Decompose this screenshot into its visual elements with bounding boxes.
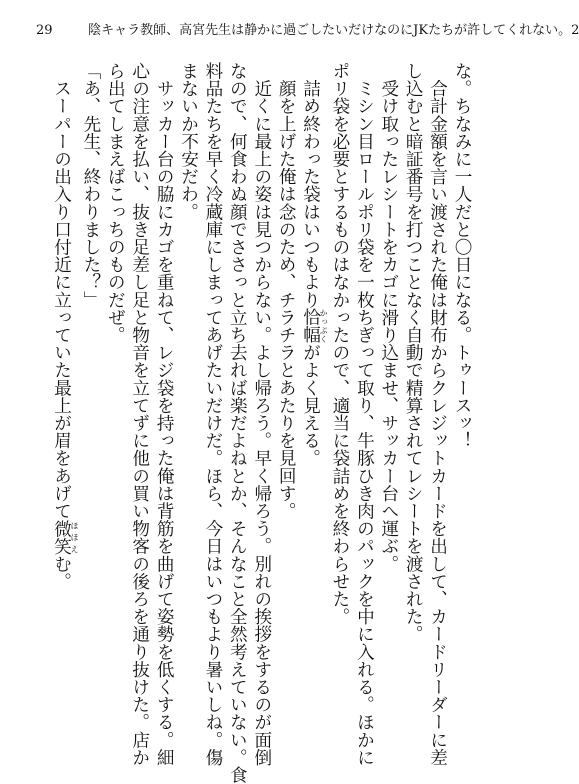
ruby-base: 恰幅 bbox=[300, 308, 321, 344]
ruby-base: 微笑 bbox=[51, 519, 72, 555]
text-line: 近くに最上の姿は見つからない。よし帰ろう。早く帰ろう。別れの挨拶をするのが面倒 bbox=[251, 62, 272, 766]
ruby-reading: ほほえ bbox=[70, 519, 79, 555]
ruby-word bbox=[51, 519, 79, 555]
text-line: 料品たちを早く冷蔵庫にしまってあげたいだけだ。ほら、今日はいつもより暑いしね。傷 bbox=[202, 62, 223, 766]
text-line-with-ruby bbox=[49, 62, 78, 662]
text-line: ミシン目ロールポリ袋を一枚ちぎって取り、牛豚ひき肉のパックを中に入れる。ほかに bbox=[354, 62, 375, 766]
text-line: し込むと暗証番号を打つことなく自動で精算されてレシートを渡された。 bbox=[403, 62, 424, 643]
page-number: 29 bbox=[36, 23, 53, 38]
text-line: ら出てしまえばこっちのものだぜ。 bbox=[105, 62, 126, 344]
text-line: 合計金額を言い渡された俺は財布からクレジットカードを出して、カードリーダーに差 bbox=[427, 62, 448, 766]
text-line: 心の注意を払い、抜き足差し足と物音を立てずに他の買い物客の後ろを通り抜けた。店か bbox=[129, 62, 150, 766]
line-text-after: がよく見える。 bbox=[300, 343, 321, 467]
text-line-with-ruby bbox=[298, 62, 327, 662]
page-header bbox=[36, 20, 579, 42]
text-line: なので、何食わぬ顔でささっと立ち去れば楽だよねとか、そんなこと全然考えていない。食 bbox=[227, 62, 248, 784]
text-line: まないか不安だわ。 bbox=[178, 62, 199, 221]
ruby-word bbox=[300, 308, 329, 344]
text-line: ポリ袋を必要とするものはなかったので、適当に袋詰めを終わらせた。 bbox=[329, 62, 350, 626]
text-line: な。ちなみに一人だと〇日になる。トゥースッ！ bbox=[452, 62, 472, 450]
line-text-after: む。 bbox=[51, 554, 72, 591]
text-line: 受け取ったレシートをカゴに滑り込ませ、サッカー台へ運ぶ。 bbox=[378, 62, 399, 573]
line-text-before: 詰め終わった袋はいつもより bbox=[300, 62, 321, 309]
line-text-before: スーパーの出入り口付近に立っていた最上が眉をあげて bbox=[51, 62, 72, 520]
ruby-reading: かっぷく bbox=[319, 308, 329, 344]
text-line: サッカー台の脇にカゴを重ねて、レジ袋を持った俺は背筋を曲げて姿勢を低くする。細 bbox=[154, 62, 175, 766]
vertical-body-text bbox=[34, 62, 474, 784]
text-line: 「あ、先生、終わりました？」 bbox=[80, 62, 101, 309]
text-line: 顔を上げた俺は念のため、チラチラとあたりを見回す。 bbox=[276, 62, 297, 520]
running-title: 陰キャラ教師、高宮先生は静かに過ごしたいだけなのにJKたちが許してくれない。2 bbox=[88, 23, 579, 38]
